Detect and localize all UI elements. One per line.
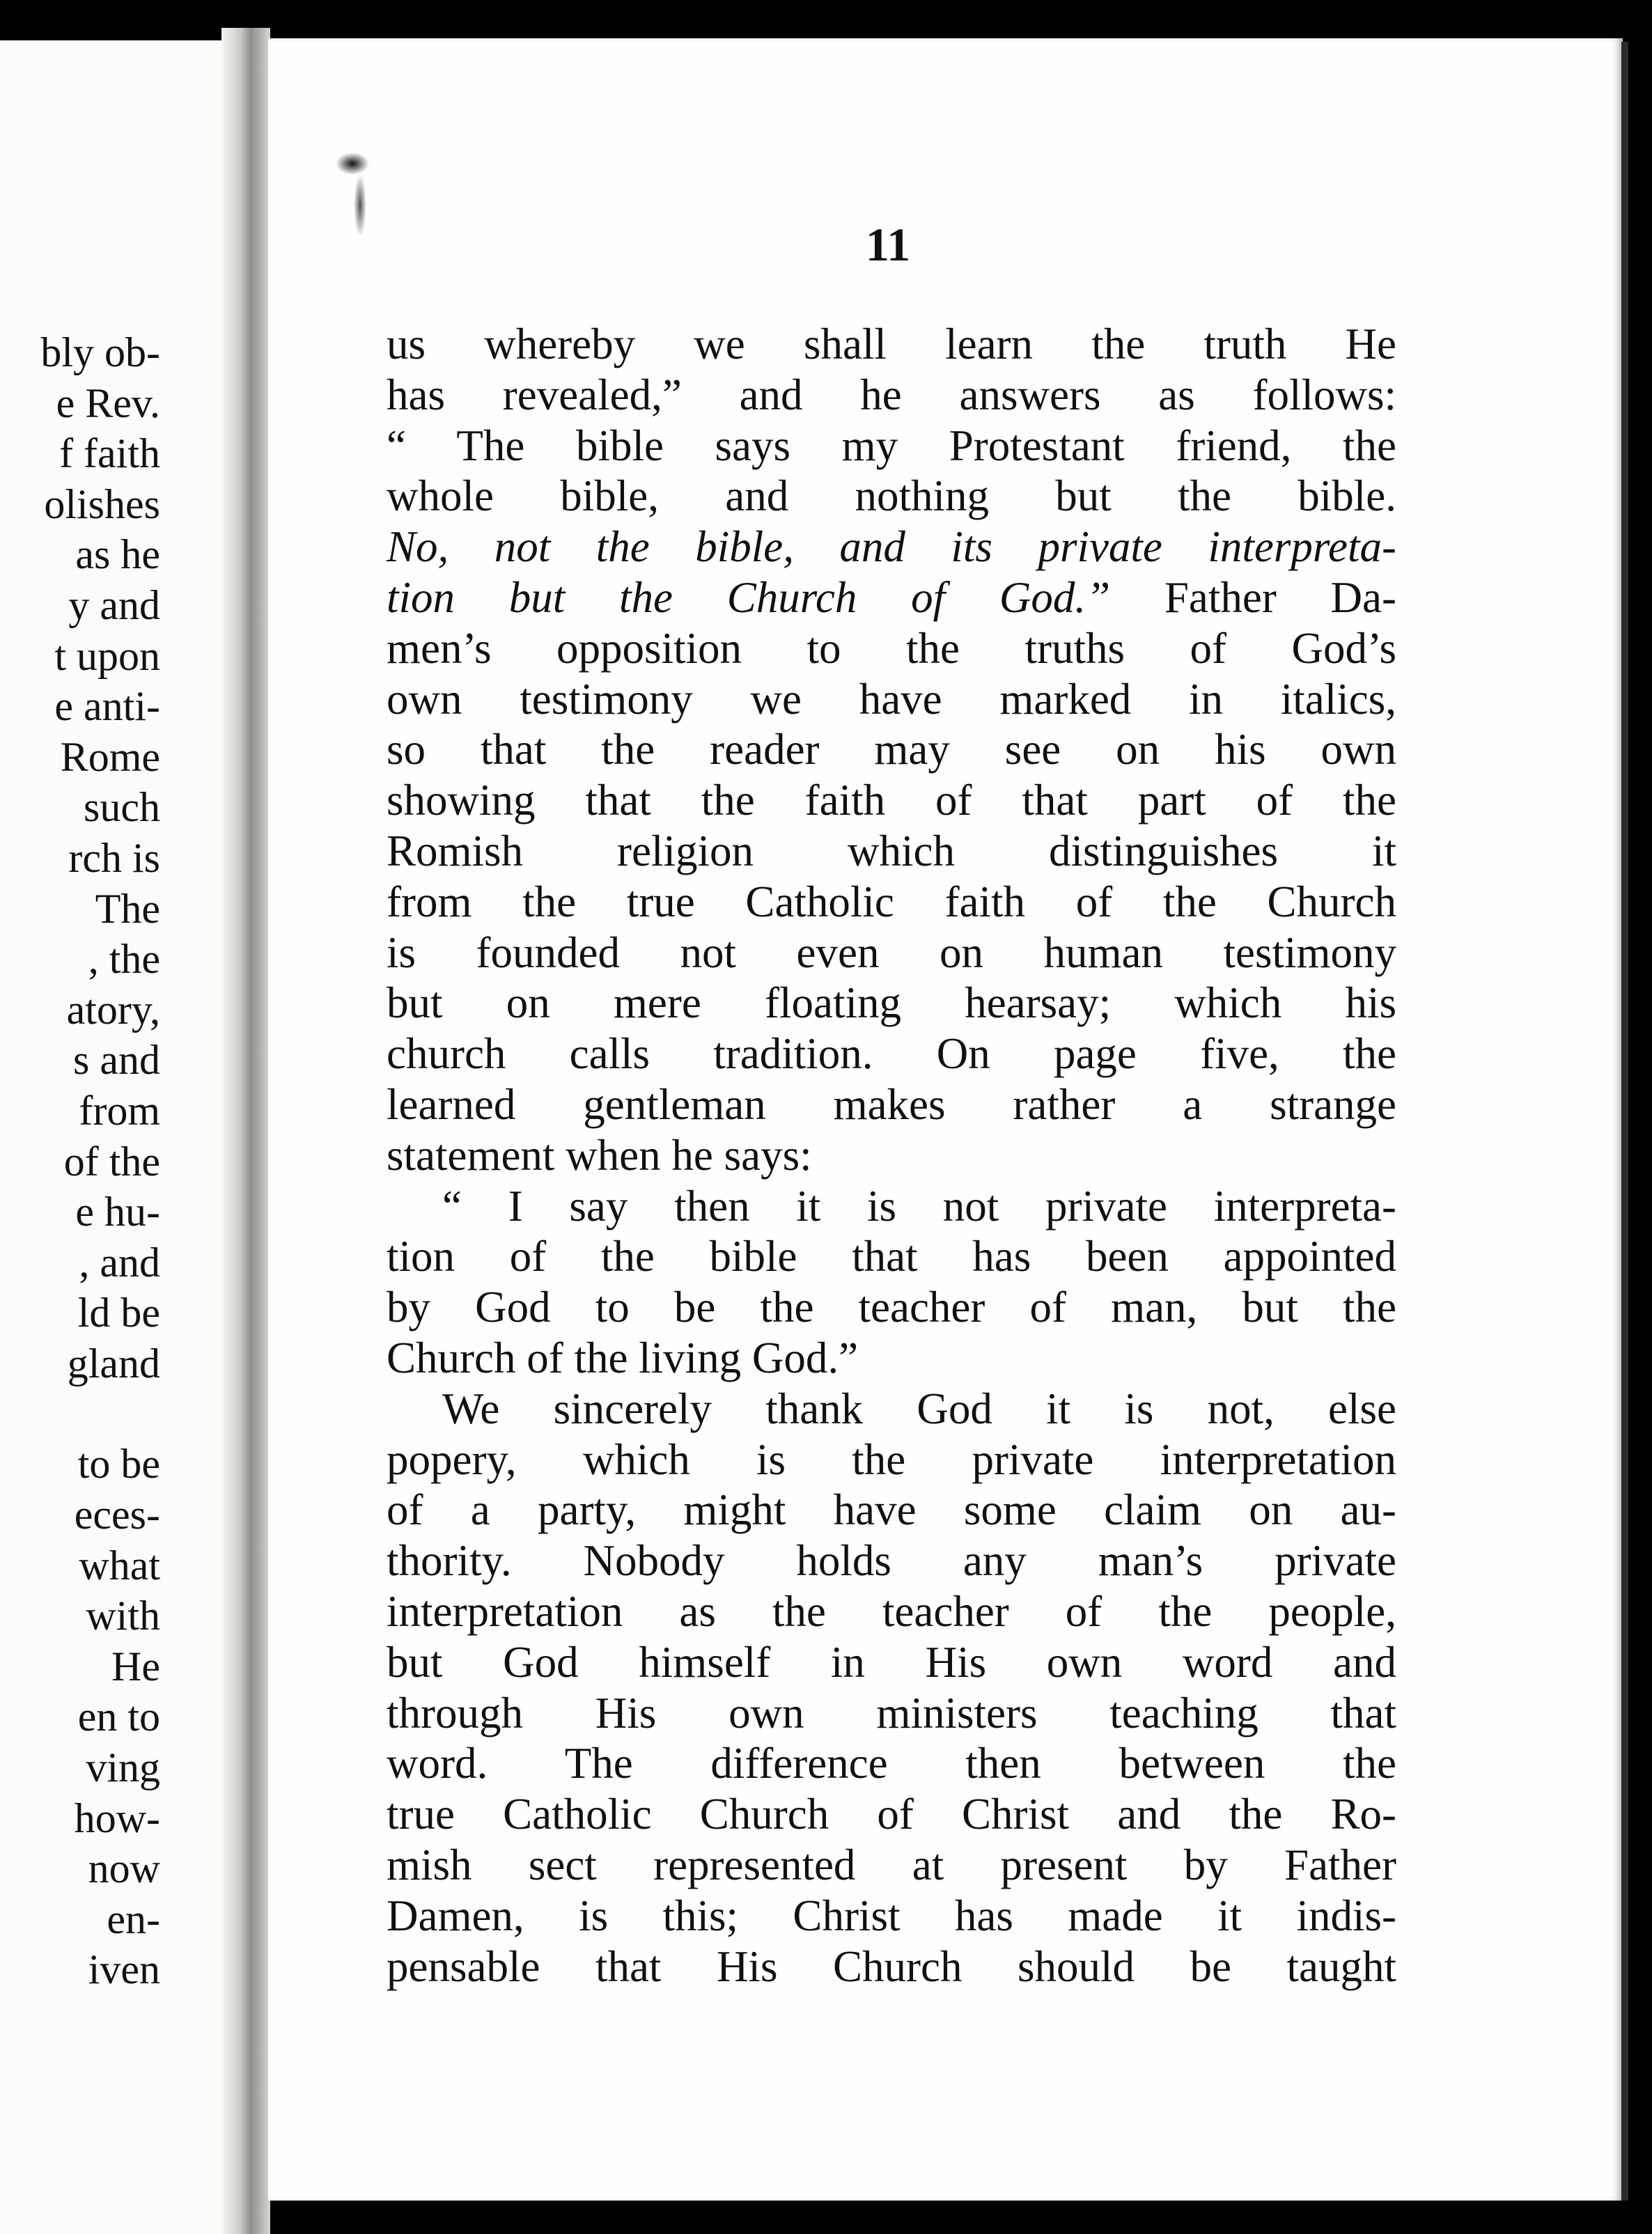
text-line: church calls tradition. On page five, the: [387, 1029, 1396, 1079]
text-line: [387, 572, 1396, 623]
ink-smudge: [306, 143, 383, 247]
left-fragment-line: such: [84, 784, 160, 831]
text-line: us whereby we shall learn the truth He: [387, 320, 1396, 368]
text-line: men’s opposition to the truths of God’s: [387, 623, 1396, 673]
left-fragment-line: , and: [79, 1239, 160, 1286]
text-run: Father Da-: [1164, 572, 1396, 622]
text-line: through His own ministers teaching that: [387, 1688, 1396, 1737]
left-fragment-line: what: [79, 1542, 160, 1588]
left-fragment-line: with: [86, 1593, 160, 1639]
text-line: interpretation as the teacher of the people,: [387, 1586, 1396, 1636]
left-fragment-line: to be: [77, 1441, 160, 1487]
left-fragment-line: rch is: [68, 834, 160, 881]
text-line: showing that the faith of that part of the: [387, 776, 1396, 825]
left-fragment-line: t upon: [54, 632, 160, 679]
left-page-text-fragments: [0, 327, 160, 1995]
left-fragment-line: bly ob-: [40, 329, 160, 375]
text-line: is founded not even on human testimony: [387, 928, 1396, 977]
left-fragment-line: The: [95, 885, 160, 932]
text-line: mish sect represented at present by Father: [387, 1840, 1396, 1889]
text-line: from the true Catholic faith of the Church: [387, 877, 1396, 926]
italic-text: tion but the Church of God.”: [387, 572, 1111, 622]
left-fragment-line: ving: [86, 1744, 160, 1791]
left-fragment-line: en-: [107, 1896, 160, 1942]
left-fragment-line: how-: [74, 1795, 160, 1841]
text-line: own testimony we have marked in italics,: [387, 674, 1396, 724]
left-fragment-line: olishes: [44, 481, 160, 527]
text-line: has revealed,” and he answers as follows:: [387, 370, 1396, 419]
left-fragment-gap: [0, 1389, 160, 1439]
left-fragment-line: as he: [75, 531, 160, 578]
text-line: Romish religion which distinguishes it: [387, 826, 1396, 875]
text-line: but on mere floating hearsay; which his: [387, 978, 1396, 1028]
italic-text-line: [387, 522, 1396, 572]
text-line: learned gentleman makes rather a strange: [387, 1079, 1396, 1129]
left-fragment-line: of the: [63, 1138, 160, 1185]
left-fragment-line: ld be: [77, 1290, 160, 1336]
left-fragment-line: , the: [88, 936, 160, 983]
italic-text: No, not the bible, and its private interpreta-: [387, 522, 1396, 572]
left-fragment-line: e Rev.: [56, 380, 160, 426]
page-number: 11: [865, 218, 911, 271]
text-line: pensable that His Church should be taught: [387, 1942, 1396, 1991]
text-line: of a party, might have some claim on au-: [387, 1485, 1396, 1535]
left-fragment-line: e hu-: [75, 1189, 160, 1235]
text-line: “ The bible says my Protestant friend, the: [387, 421, 1396, 470]
text-line: so that the reader may see on his own: [387, 725, 1396, 774]
left-fragment-line: eces-: [74, 1492, 160, 1538]
quote-line: Church of the living God.”: [387, 1333, 859, 1382]
body-text: [387, 319, 1396, 1992]
left-page: [0, 40, 258, 2234]
left-fragment-line: He: [111, 1643, 160, 1689]
text-line: thority. Nobody holds any man’s private: [387, 1536, 1396, 1586]
text-line: We sincerely thank God it is not, else: [442, 1384, 1396, 1433]
text-line: whole bible, and nothing but the bible.: [387, 471, 1396, 521]
text-line: Damen, is this; Christ has made it indis-: [387, 1891, 1396, 1940]
book-gutter: [221, 28, 270, 2234]
left-fragment-line: f faith: [59, 430, 160, 477]
left-fragment-line: iven: [88, 1946, 160, 1993]
left-fragment-line: gland: [67, 1340, 160, 1387]
left-fragment-line: Rome: [60, 733, 160, 780]
left-fragment-line: from: [79, 1087, 160, 1134]
left-fragment-line: s and: [73, 1037, 160, 1084]
quote-line: “ I say then it is not private interpreta-: [442, 1181, 1396, 1231]
left-fragment-line: e anti-: [54, 683, 160, 730]
left-fragment-line: en to: [77, 1694, 160, 1740]
quote-line: by God to be the teacher of man, but the: [387, 1283, 1396, 1332]
left-fragment-line: atory,: [66, 986, 160, 1033]
text-line: word. The difference then between the: [387, 1739, 1396, 1788]
text-line: but God himself in His own word and: [387, 1637, 1396, 1687]
text-line: statement when he says:: [387, 1130, 812, 1180]
text-line: popery, which is the private interpretation: [387, 1435, 1396, 1484]
text-line: true Catholic Church of Christ and the Ro-: [387, 1790, 1396, 1839]
left-fragment-line: y and: [68, 581, 160, 628]
quote-line: tion of the bible that has been appointed: [387, 1232, 1396, 1281]
page-edge-shadow: [1621, 42, 1628, 2201]
left-fragment-line: now: [88, 1845, 160, 1892]
